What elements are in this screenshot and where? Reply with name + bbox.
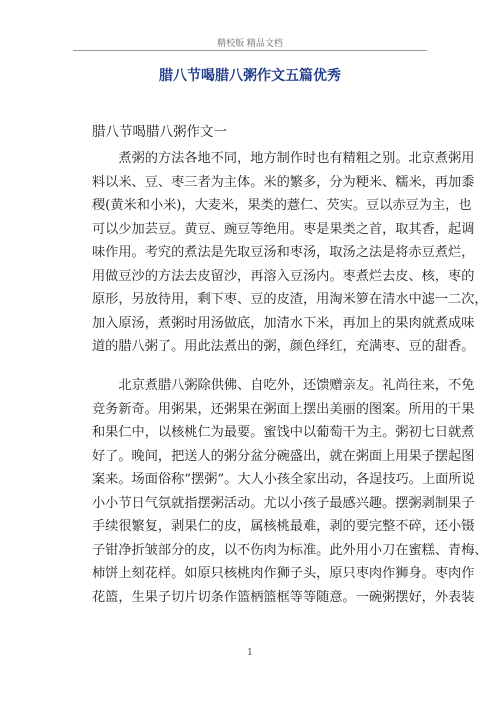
text-line: 原形，另放待用，剩下枣、豆的皮渣，用淘米箩在清水中滤一二次， <box>92 292 488 307</box>
text-line: 好了。晚间，把送人的粥分盆分碗盛出，就在粥面上用果子摆起图 <box>92 448 475 464</box>
text-line: 稷(黄米和小米)，大麦米，果类的薏仁、芡实。豆以赤豆为主，也 <box>92 198 472 213</box>
text-line: 竞务新奇。用粥果，还粥果在粥面上摆出美丽的图案。所用的干果 <box>92 401 475 417</box>
text-line: 手续很繁复，剥果仁的皮，属核桃最难，剥的要完整不碎，还小镊 <box>92 519 475 534</box>
document-title: 腊八节喝腊八粥作文五篇优秀 <box>159 68 341 84</box>
text-line: 可以少加芸豆。黄豆、豌豆等绝用。枣是果类之首，取其香，起调 <box>92 221 475 237</box>
text-line: 道的腊八粥了。用此法煮出的粥，颜色绎红，充满枣、豆的甜香。 <box>92 339 475 354</box>
text-line: 案来。场面俗称“摆粥”。大人小孩全家出动，各逞技巧。上面所说 <box>92 472 475 487</box>
text-line: 和果仁中，以核桃仁为最要。蜜饯中以葡萄干为主。粥初七日就煮 <box>92 425 475 440</box>
page-header-label: 精校版 精品文档 <box>217 39 283 49</box>
text-line: 味作用。考究的煮法是先取豆汤和枣汤，取汤之法是将赤豆煮烂， <box>92 245 475 260</box>
header-divider <box>73 50 427 51</box>
text-line: 用做豆沙的方法去皮留沙，再溶入豆汤内。枣煮烂去皮、核，枣的 <box>92 268 475 284</box>
text-line: 北京煮腊八粥除供佛、自吃外，还馈赠亲友。礼尚往来，不免 <box>118 378 475 393</box>
text-line: 小小节日气氛就指摆粥活动。尤以小孩子最感兴趣。摆粥剥制果子 <box>92 495 475 511</box>
text-line: 子钳净折皱部分的皮，以不伤肉为标准。此外用小刀在蜜糕、青梅、 <box>92 542 488 558</box>
text-line: 柿饼上刻花样。如原只核桃肉作狮子头，原只枣肉作狮身。枣肉作 <box>92 566 475 581</box>
text-line: 花篮，生果子切片切条作篮柄篮框等等随意。一碗粥摆好，外表装 <box>92 589 475 605</box>
text-line: 煮粥的方法各地不同，地方制作时也有精粗之别。北京煮粥用 <box>118 151 475 166</box>
paragraph-1 <box>92 147 488 359</box>
page-number: 1 <box>247 648 253 658</box>
paragraph-2 <box>92 374 488 609</box>
text-line: 料以米、豆、枣三者为主体。米的繁多，分为粳米、糯米，再加黍 <box>92 174 475 190</box>
section-heading: 腊八节喝腊八粥作文一 <box>92 124 227 140</box>
text-line: 加入原汤，煮粥时用汤做底，加清水下米，再加上的果肉就煮成味 <box>92 315 475 331</box>
